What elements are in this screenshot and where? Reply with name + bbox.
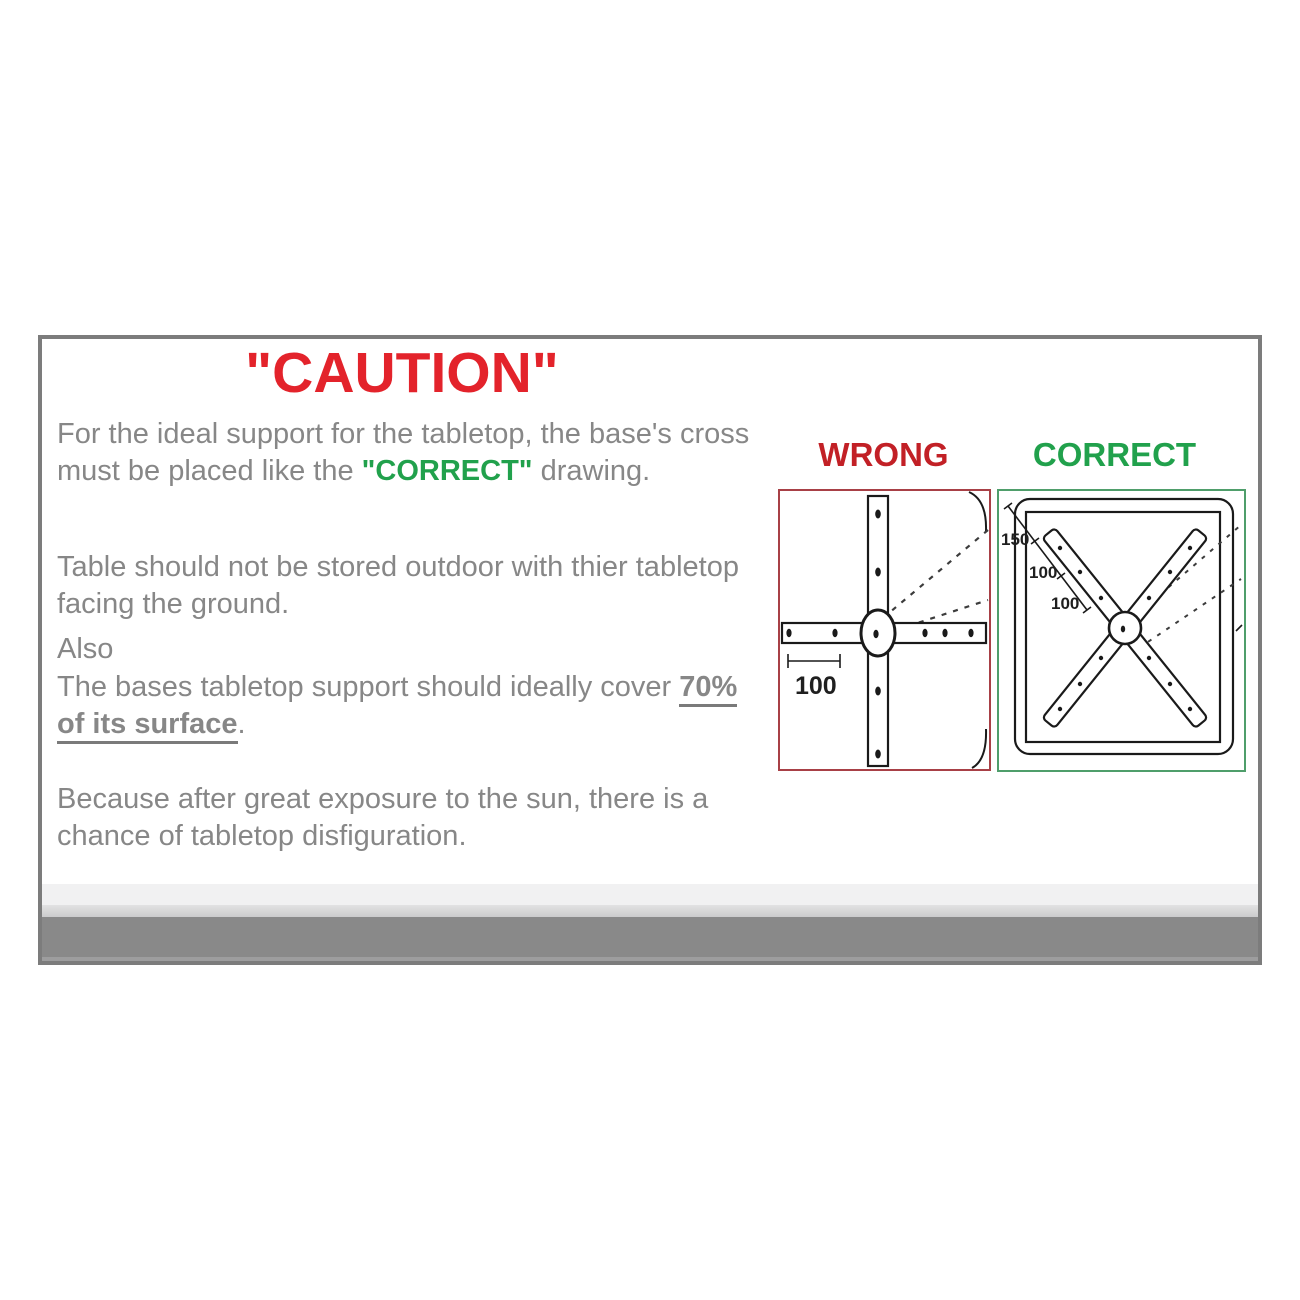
correct-label: CORRECT (1032, 436, 1197, 473)
footer-strip-light (42, 884, 1258, 905)
correct-diagram-drawing (999, 491, 1244, 770)
correct-emphasis: "CORRECT" (361, 455, 533, 487)
dimension-label: 100 (795, 672, 837, 700)
paragraph-text: The bases tabletop support should ideally cover (57, 671, 680, 703)
paragraph-text: For the ideal support for the tabletop, the base's cross must be placed like the (57, 418, 750, 487)
footer-strip-mid (42, 905, 1258, 917)
paragraph-coverage (57, 669, 771, 743)
caution-panel (38, 335, 1262, 965)
correct-diagram (997, 489, 1246, 772)
wrong-diagram-drawing (780, 491, 989, 769)
center-hub (861, 610, 895, 656)
tabletop-corner-arc (969, 492, 986, 531)
dimension-label: 100 (1051, 594, 1080, 613)
coverage-emphasis: 70% of its surface (57, 671, 737, 744)
paragraph-text: drawing. (532, 455, 651, 487)
paragraph-also: Also (57, 633, 114, 665)
wrong-diagram (778, 489, 991, 771)
dashed-diagonal-lines (883, 530, 988, 630)
footer-shadow-bar (42, 917, 1258, 957)
dimension-label: 100 (1029, 563, 1058, 582)
tabletop-corner-arc (972, 729, 986, 768)
paragraph-text: . (237, 708, 246, 740)
center-hub (1109, 612, 1141, 644)
paragraph-storage: Table should not be stored outdoor with thier tabletop facing the ground. (57, 551, 739, 620)
caution-title: "CAUTION" (245, 341, 559, 405)
footer-strip-dark (42, 957, 1258, 961)
paragraph-ideal-support (57, 416, 771, 490)
dimension-line (788, 654, 840, 668)
wrong-label: WRONG (818, 436, 949, 473)
dimension-label: 150 (1001, 530, 1030, 549)
paragraph-sun-exposure: Because after great exposure to the sun, there is a chance of tabletop disfiguration. (57, 783, 709, 852)
